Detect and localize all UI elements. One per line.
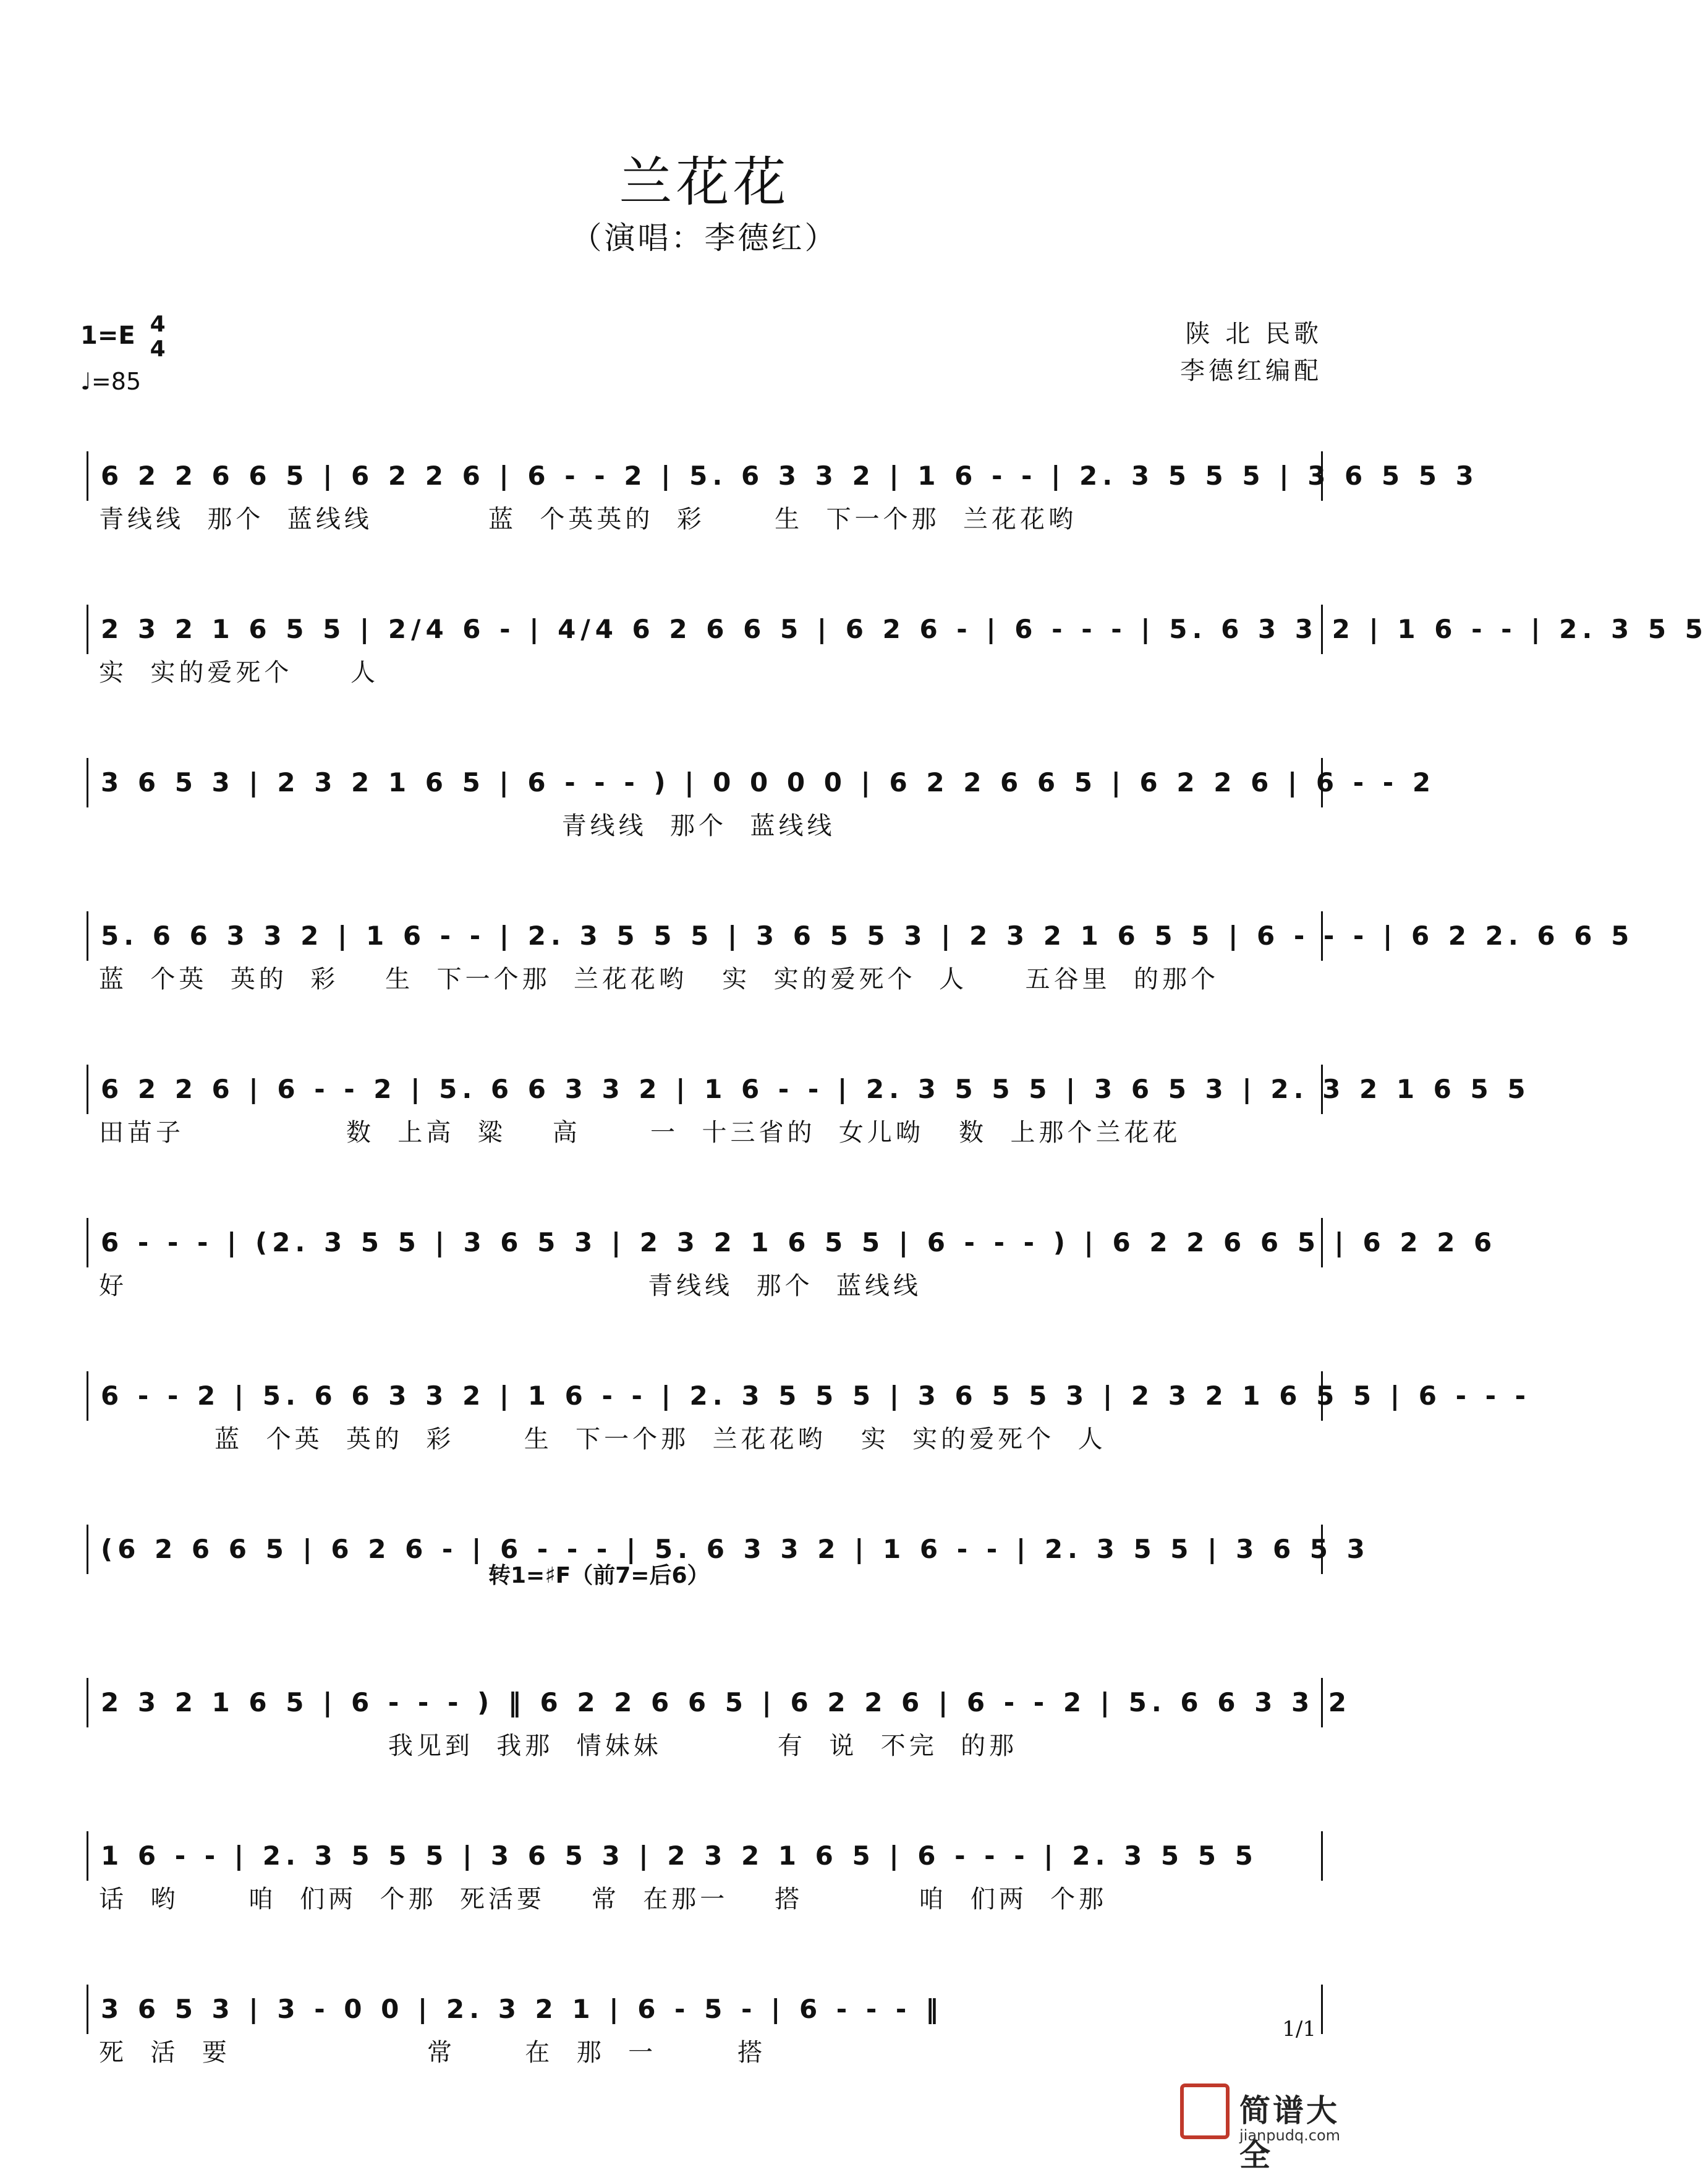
score-row bbox=[87, 887, 1634, 1040]
modulation-marking: 转1=♯F（前7=后6） bbox=[488, 1563, 710, 1588]
lyrics-line: 好 青线线 那个 蓝线线 bbox=[99, 1272, 922, 1300]
lyrics-line: 我见到 我那 情妹妹 有 说 不完 的那 bbox=[99, 1732, 1018, 1760]
score-row bbox=[87, 580, 1708, 733]
lyrics-line: 实 实的爱死个 人 bbox=[99, 658, 380, 687]
page-number: 1/1 bbox=[1282, 2017, 1316, 2041]
key-signature bbox=[80, 312, 166, 362]
score-row bbox=[87, 1807, 1323, 1960]
score-row bbox=[87, 427, 1479, 580]
notation-line: 6 - - 2 | 5. 6 6 3 3 2 | 1 6 - - | 2. 3 5 5 5 | 3 6 5 5 3 | 2 3 2 1 6 5 5 | 6 - - - bbox=[87, 1371, 1323, 1421]
time-sig-bottom: 4 bbox=[150, 336, 166, 362]
notation-line: 6 2 2 6 | 6 - - 2 | 5. 6 6 3 3 2 | 1 6 - - | 2. 3 5 5 5 | 3 6 5 3 | 2. 3 2 1 6 5 5 bbox=[87, 1065, 1323, 1114]
score-row bbox=[87, 1040, 1531, 1193]
score-row bbox=[87, 733, 1436, 887]
lyrics-line: 青线线 那个 蓝线线 蓝 个英英的 彩 生 下一个那 兰花花哟 bbox=[99, 505, 1077, 534]
piano-keys-icon bbox=[1180, 2083, 1230, 2139]
time-signature bbox=[150, 312, 166, 362]
score-row bbox=[87, 1960, 1323, 2113]
notation-line: 1 6 - - | 2. 3 5 5 5 | 3 6 5 3 | 2 3 2 1 6 5 | 6 - - - | 2. 3 5 5 5 bbox=[87, 1831, 1323, 1881]
notation-line: 3 6 5 3 | 2 3 2 1 6 5 | 6 - - - ) | 0 0 0 0 | 6 2 2 6 6 5 | 6 2 2 6 | 6 - - 2 bbox=[87, 758, 1323, 807]
notation-line: 2 3 2 1 6 5 5 | 2/4 6 - | 4/4 6 2 6 6 5 | 6 2 6 - | 6 - - - | 5. 6 3 3 2 | 1 6 - - | 2. 3 5 5 bbox=[87, 605, 1323, 654]
time-sig-top: 4 bbox=[150, 312, 166, 337]
notation-line: 6 2 2 6 6 5 | 6 2 2 6 | 6 - - 2 | 5. 6 3 3 2 | 1 6 - - | 2. 3 5 5 5 | 3 6 5 5 3 bbox=[87, 451, 1323, 501]
credits bbox=[1180, 315, 1322, 389]
source-label: 陕 北 民歌 bbox=[1185, 320, 1322, 348]
score-row bbox=[87, 1193, 1497, 1347]
score-row bbox=[87, 1653, 1352, 1807]
lyrics-line: 田苗子 数 上高 粱 高 一 十三省的 女儿呦 数 上那个兰花花 bbox=[99, 1118, 1181, 1147]
notation-line: 5. 6 6 3 3 2 | 1 6 - - | 2. 3 5 5 5 | 3 6 5 5 3 | 2 3 2 1 6 5 5 | 6 - - - | 6 2 2. 6 6 5 bbox=[87, 911, 1323, 961]
tempo-marking: ♩=85 bbox=[80, 368, 142, 395]
score-row bbox=[87, 1347, 1531, 1500]
brand-name: 简谱大全 bbox=[1239, 2093, 1340, 2173]
notation-line: 2 3 2 1 6 5 | 6 - - - ) ‖ 6 2 2 6 6 5 | 6 2 2 6 | 6 - - 2 | 5. 6 6 3 3 2 bbox=[87, 1678, 1323, 1727]
lyrics-line: 话 哟 咱 们两 个那 死活要 常 在那一 搭 咱 们两 个那 bbox=[99, 1885, 1108, 1913]
score-body bbox=[87, 427, 1708, 2113]
arranger-label: 李德红编配 bbox=[1180, 357, 1322, 385]
lyrics-line: 蓝 个英 英的 彩 生 下一个那 兰花花哟 实 实的爱死个 人 bbox=[99, 1425, 1107, 1454]
notation-line: (6 2 6 6 5 | 6 2 6 - | 6 - - - | 5. 6 3 3 2 | 1 6 - - | 2. 3 5 5 | 3 6 5 3 bbox=[87, 1525, 1323, 1574]
brand-url: jianpudq.com bbox=[1239, 2127, 1341, 2144]
notation-line: 6 - - - | (2. 3 5 5 | 3 6 5 3 | 2 3 2 1 6 5 5 | 6 - - - ) | 6 2 2 6 6 5 | 6 2 2 6 bbox=[87, 1218, 1323, 1267]
lyrics-line: 死 活 要 常 在 那 一 搭 bbox=[99, 2038, 767, 2067]
notation-line: 3 6 5 3 | 3 - 0 0 | 2. 3 2 1 | 6 - 5 - | 6 - - - ‖ bbox=[87, 1985, 1323, 2034]
lyrics-line: 蓝 个英 英的 彩 生 下一个那 兰花花哟 实 实的爱死个 人 五谷里 的那个 bbox=[99, 965, 1220, 994]
lyrics-line: 青线线 那个 蓝线线 bbox=[99, 812, 836, 840]
brand-logo[interactable] bbox=[1180, 2077, 1359, 2173]
singer-subtitle: （演唱：李德红） bbox=[571, 220, 838, 256]
key-label: 1=E bbox=[80, 321, 135, 350]
song-title: 兰花花 bbox=[619, 151, 790, 213]
